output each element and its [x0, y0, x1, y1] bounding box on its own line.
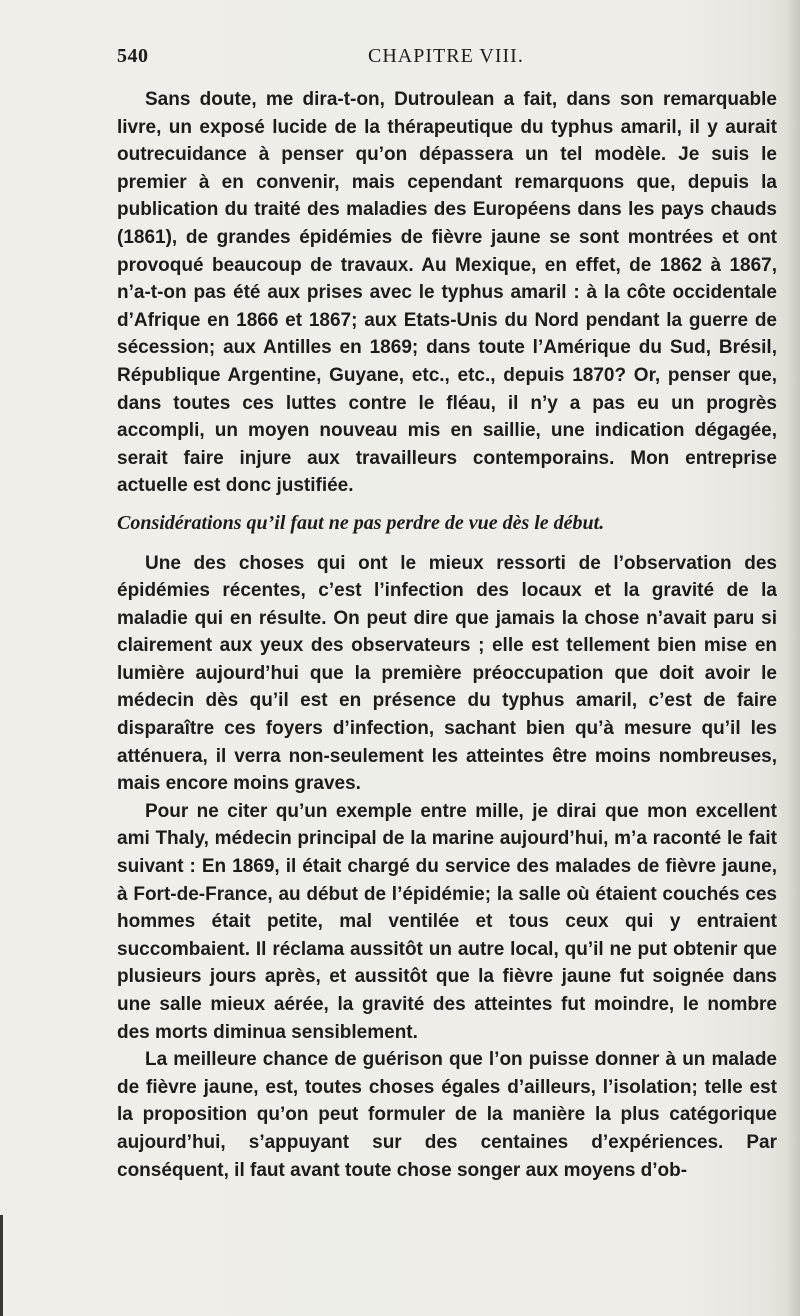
- chapter-title: CHAPITRE VIII.: [368, 45, 524, 67]
- running-head: [117, 45, 777, 75]
- binding-mark: [0, 1215, 3, 1316]
- section-heading: Considérations qu’il faut ne pas perdre de vue dès le début.: [117, 511, 605, 534]
- paragraph: Une des choses qui ont le mieux ressorti de l’observation des épidémies récentes, c’est l’infection des locaux et la gravité de la maladie qui en résulte. On peut dire que jamais la chose n’avait paru si clairement aux yeux des observateurs ; elle est tellement bien mise en lumière aujourd’hui que la première préoccupation que doit avoir le médecin dès qu’il est en présence du typhus amaril, c’est de faire disparaître ces foyers d’infection, sachant bien qu’à mesure qu’il les atténuera, il verra non-seulement les atteintes être moins nombreuses, mais encore moins graves.: [117, 552, 777, 795]
- paragraph: Pour ne citer qu’un exemple entre mille, je dirai que mon excellent ami Thaly, médecin principal de la marine aujourd’hui, m’a raconté le fait suivant : En 1869, il était chargé du service des malades de fièvre jaune, à Fort-de-France, au début de l’épidémie; la salle où étaient couchés ces hommes était petite, mal ventilée et tous ceux qui y entraient succombaient. Il réclama aussitôt un autre local, qu’il ne put obtenir que plusieurs jours après, et aussitôt que la fièvre jaune fut soignée dans une salle mieux aérée, la gravité des atteintes fut moindre, le nombre des morts diminua sensiblement.: [117, 800, 777, 1043]
- paragraph: La meilleure chance de guérison que l’on puisse donner à un malade de fièvre jaune, est, toutes choses égales d’ailleurs, l’isolation; telle est la proposition qu’on peut formuler de la manière la plus catégorique aujourd’hui, s’appuyant sur des centaines d’expériences. Par conséquent, il faut avant toute chose songer aux moyens d’ob-: [117, 1049, 777, 1181]
- page-number: 540: [117, 45, 149, 67]
- body-text: [117, 86, 777, 1184]
- page-edge-shadow: [786, 0, 800, 1316]
- paragraph: Sans doute, me dira-t-on, Dutroulean a fait, dans son remarquable livre, un exposé lucide de la thérapeutique du typhus amaril, il y aurait outrecuidance à penser qu’on dépassera un tel modèle. Je suis le premier à en convenir, mais cependant remarquons que, depuis la publication du traité des maladies des Européens dans les pays chauds (1861), de grandes épidémies de fièvre jaune se sont montrées et ont provoqué beaucoup de travaux. Au Mexique, en effet, de 1862 à 1867, n’a-t-on pas été aux prises avec le typhus amaril : à la côte occidentale d’Afrique en 1866 et 1867; aux Etats-Unis du Nord pendant la guerre de sécession; aux Antilles en 1869; dans toute l’Amérique du Sud, Brésil, République Argentine, Guyane, etc., etc., depuis 1870? Or, penser que, dans toutes ces luttes contre le fléau, il n’y a pas eu un progrès accompli, un moyen nouveau mis en saillie, une indication dégagée, serait faire injure aux travailleurs contemporains. Mon entreprise actuelle est donc justifiée.: [117, 89, 777, 497]
